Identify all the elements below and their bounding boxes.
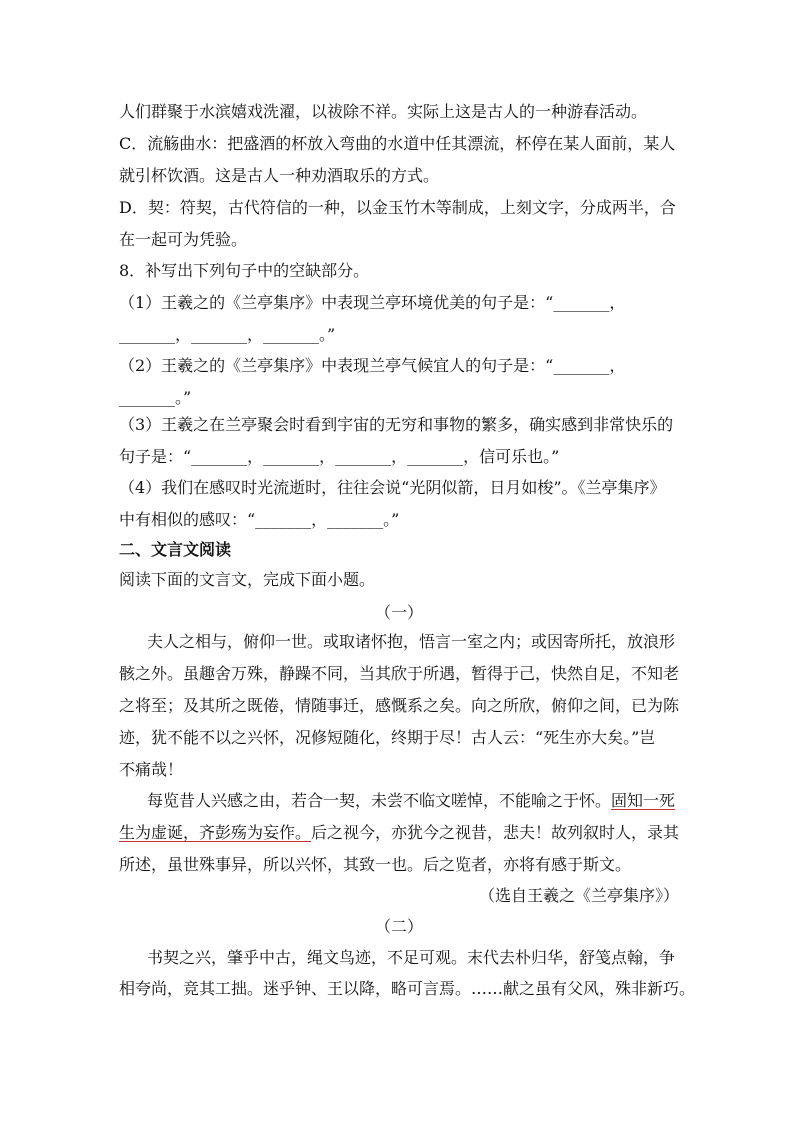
- text-line: 就引杯饮酒。这是古人一种劝酒取乐的方式。: [119, 166, 440, 185]
- underlined-sentence: 固知一死: [611, 791, 676, 810]
- source-citation: （选自王羲之《兰亭集序》）: [478, 886, 679, 905]
- passage-line: 不痛哉！: [119, 760, 184, 779]
- text-line: 句子是：“_______，_______，_______，_______，信可乐也。”: [119, 447, 560, 466]
- text-line: 中有相似的感叹：“_______，_______。”: [119, 510, 400, 529]
- passage-heading-1: （一）: [374, 603, 423, 622]
- question-8-4: （4）我们在感叹时光流逝时，往往会说“光阴似箭，日月如梭”。《兰亭集序》: [119, 478, 666, 497]
- option-c: C．流觞曲水：把盛酒的杯放入弯曲的水道中任其漂流，杯停在某人面前，某人: [119, 134, 676, 153]
- passage-line: 相夸尚，竞其工拙。迷乎钟、王以降，略可言焉。……献之虽有父风，殊非新巧。: [119, 979, 696, 998]
- passage-line: 之将至；及其所之既倦，情随事迁，感慨系之矣。向之所欣，俯仰之间，已为陈: [119, 696, 680, 715]
- passage-line: 所述，虽世殊事异，所以兴怀，其致一也。后之览者，亦将有感于斯文。: [119, 855, 632, 874]
- text-line: 人们群聚于水滨嬉戏洗濯，以祓除不祥。实际上这是古人的一种游春活动。: [119, 102, 648, 121]
- question-8-3: （3）王羲之在兰亭聚会时看到宇宙的无穷和事物的繁多，确实感到非常快乐的: [119, 415, 674, 434]
- text-line: 在一起可为凭验。: [119, 230, 248, 249]
- underlined-sentence: 生为虚诞，齐彭殇为妄作。: [119, 823, 312, 842]
- passage-line: [147, 786, 679, 816]
- passage-line: 迹，犹不能不以之兴怀，况修短随化，终期于尽！古人云：“死生亦大矣。”岂: [119, 728, 656, 747]
- passage-heading-2: （二）: [374, 917, 423, 936]
- question-8-1: （1）王羲之的《兰亭集序》中表现兰亭环境优美的句子是：“_______，: [119, 293, 626, 312]
- question-8: 8．补写出下列句子中的空缺部分。: [119, 261, 370, 280]
- passage-line: 骸之外。虽趣舍万殊，静躁不同，当其欣于所遇，暂得于己，快然自足，不知老: [119, 664, 680, 683]
- passage-line: [119, 818, 679, 848]
- question-8-2: （2）王羲之的《兰亭集序》中表现兰亭气候宜人的句子是：“_______，: [119, 356, 626, 375]
- section-heading: 二、文言文阅读: [119, 540, 232, 559]
- passage-line: 夫人之相与，俯仰一世。或取诸怀抱，悟言一室之内；或因寄所托，放浪形: [147, 632, 676, 651]
- option-d: D．契：符契，古代符信的一种，以金玉竹木等制成，上刻文字，分成两半，合: [119, 198, 676, 217]
- text-line: _______。”: [119, 388, 192, 407]
- text-line: _______，_______，_______。”: [119, 325, 336, 344]
- passage-line: 书契之兴，肇乎中古，绳文鸟迹，不足可观。末代去朴归华，舒笺点翰，争: [147, 948, 676, 967]
- instruction: 阅读下面的文言文，完成下面小题。: [119, 570, 376, 589]
- passage-text: 后之视今，亦犹今之视昔，悲夫！故列叙时人，录其: [311, 823, 680, 842]
- passage-text: 每览昔人兴感之由，若合一契，未尝不临文嗟悼，不能喻之于怀。: [147, 791, 612, 810]
